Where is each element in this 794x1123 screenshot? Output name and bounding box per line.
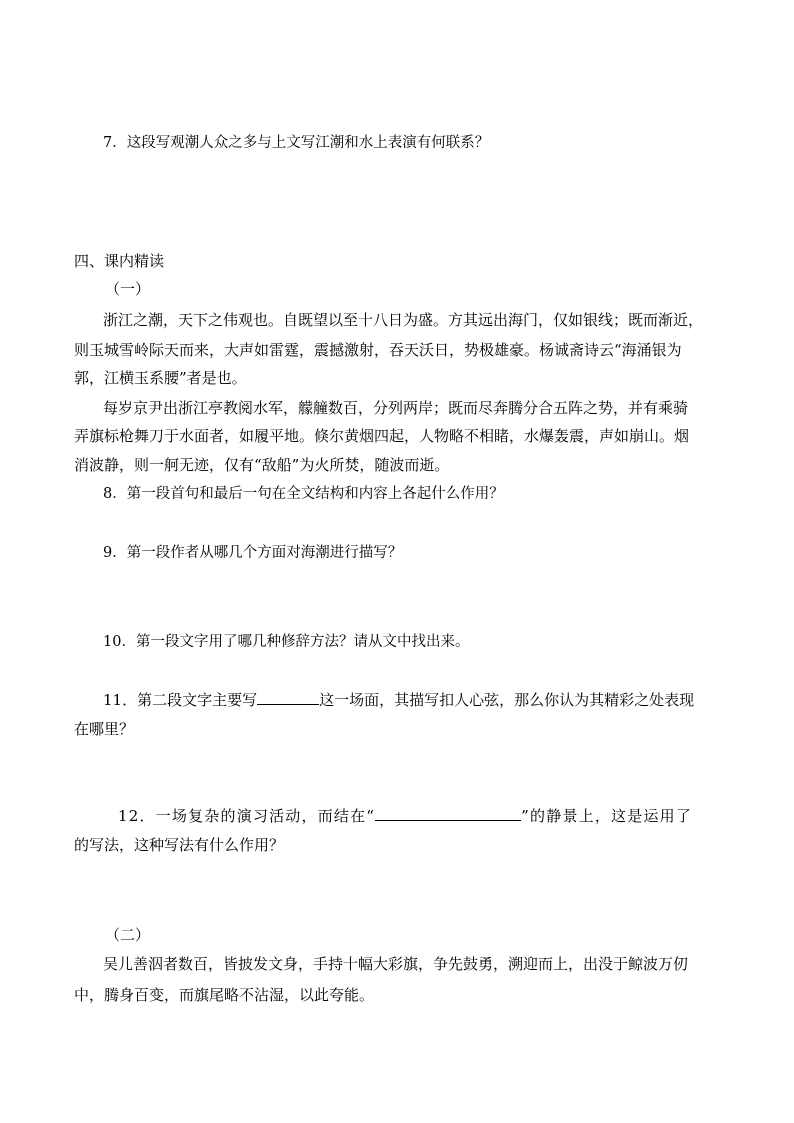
question-10: 10．第一段文字用了哪几种修辞方法？请从文中找出来。: [103, 634, 470, 650]
passage-3-line-2: 中，腾身百变，而旗尾略不沾湿，以此夸能。: [74, 986, 375, 1004]
question-8: 8．第一段首句和最后一句在全文结构和内容上各起什么作用？: [103, 486, 504, 502]
question-12-text-b: ”的静景上，这是运用了: [521, 807, 693, 825]
passage-1-line-1: 浙江之潮，天下之伟观也。自既望以至十八日为盛。方其远出海门，仅如银线；既而渐近，: [103, 311, 704, 329]
question-7: 7．这段写观潮人众之多与上文写江潮和水上表演有何联系？: [103, 135, 490, 151]
question-12-text-a: 12．一场复杂的演习活动，而结在“: [118, 807, 376, 825]
question-11-text-b: 这一场面，其描写扣人心弦，那么你认为其精彩之处表现: [319, 691, 695, 709]
passage-1-line-2: 则玉城雪岭际天而来，大声如雷霆，震撼激射，吞天沃日，势极雄豪。杨诚斋诗云“海涌银为: [74, 341, 682, 359]
question-11-text-a: 11．第二段文字主要写: [103, 691, 258, 709]
passage-2-line-3: 消波静，则一舸无迹，仅有“敌船”为火所焚，随波而逝。: [74, 456, 450, 474]
question-11-line-2: 在哪里？: [74, 720, 135, 738]
question-11: [103, 690, 694, 710]
passage-2-line-2: 弄旗标枪舞刀于水面者，如履平地。倏尔黄烟四起，人物略不相睹，水爆轰震，声如崩山。烟: [74, 427, 690, 445]
question-12: [118, 806, 692, 826]
answer-blank-11[interactable]: [257, 690, 319, 705]
part-1-label: （一）: [105, 280, 151, 298]
section-title: 四、课内精读: [74, 252, 165, 270]
answer-blank-12[interactable]: [375, 806, 521, 821]
passage-3-line-1: 吴儿善泅者数百，皆披发文身，手持十幅大彩旗，争先鼓勇，溯迎而上，出没于鲸波万仞: [103, 955, 689, 973]
part-2-label: （二）: [105, 926, 151, 944]
question-9: 9．第一段作者从哪几个方面对海潮进行描写？: [103, 545, 403, 561]
passage-2-line-1: 每岁京尹出浙江亭教阅水军，艨艟数百，分列两岸；既而尽奔腾分合五阵之势，并有乘骑: [103, 399, 689, 417]
passage-1-line-3: 郭，江横玉系腰”者是也。: [74, 369, 247, 387]
question-12-line-2: 的写法，这种写法有什么作用？: [74, 836, 285, 854]
